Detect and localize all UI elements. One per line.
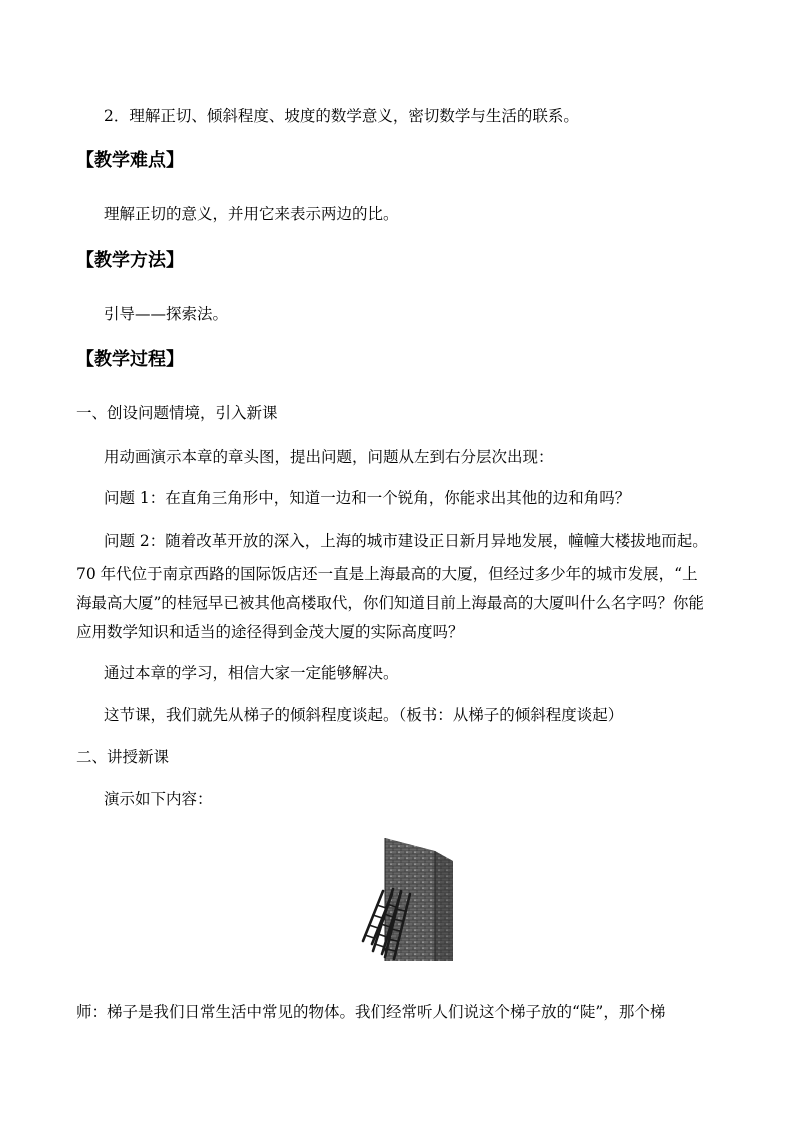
ladder-against-wall-illustration: [355, 833, 455, 963]
part1-paragraph-1: 用动画演示本章的章头图，提出问题，问题从左到右分层次出现：: [104, 448, 554, 466]
part1-paragraph-3: 这节课，我们就先从梯子的倾斜程度谈起。（板书：从梯子的倾斜程度谈起）: [104, 706, 624, 724]
part1-question-2-line-2: 70 年代位于南京西路的国际饭店还一直是上海最高的大厦，但经过多少年的城市发展，“上: [76, 565, 698, 583]
part2-paragraph-2: 师：梯子是我们日常生活中常见的物体。我们经常听人们说这个梯子放的“陡”，那个梯: [76, 1003, 666, 1021]
objective-2: 2．理解正切、倾斜程度、坡度的数学意义，密切数学与生活的联系。: [104, 107, 579, 125]
part2-paragraph-1: 演示如下内容：: [104, 790, 213, 808]
part1-title: 一、创设问题情境，引入新课: [76, 404, 278, 422]
part1-question-2-line-1: 问题 2：随着改革开放的深入，上海的城市建设正日新月异地发展，幢幢大楼拔地而起。: [104, 532, 708, 550]
section-title-difficulty: 【教学难点】: [76, 150, 184, 171]
method-text: 引导——探索法。: [104, 305, 229, 323]
brick-wall: [385, 838, 453, 961]
section-title-method: 【教学方法】: [76, 250, 184, 271]
part1-question-2-line-4: 应用数学知识和适当的途径得到金茂大厦的实际高度吗？: [76, 623, 464, 641]
part1-paragraph-2: 通过本章的学习，相信大家一定能够解决。: [104, 664, 399, 682]
part1-question-2-line-3: 海最高大厦”的桂冠早已被其他高楼取代，你们知道目前上海最高的大厦叫什么名字吗？你能: [76, 594, 704, 612]
difficulty-text: 理解正切的意义，并用它来表示两边的比。: [104, 205, 399, 223]
part1-question-1: 问题 1：在直角三角形中，知道一边和一个锐角，你能求出其他的边和角吗？: [104, 489, 631, 507]
part2-title: 二、讲授新课: [76, 748, 170, 766]
section-title-process: 【教学过程】: [76, 349, 184, 370]
